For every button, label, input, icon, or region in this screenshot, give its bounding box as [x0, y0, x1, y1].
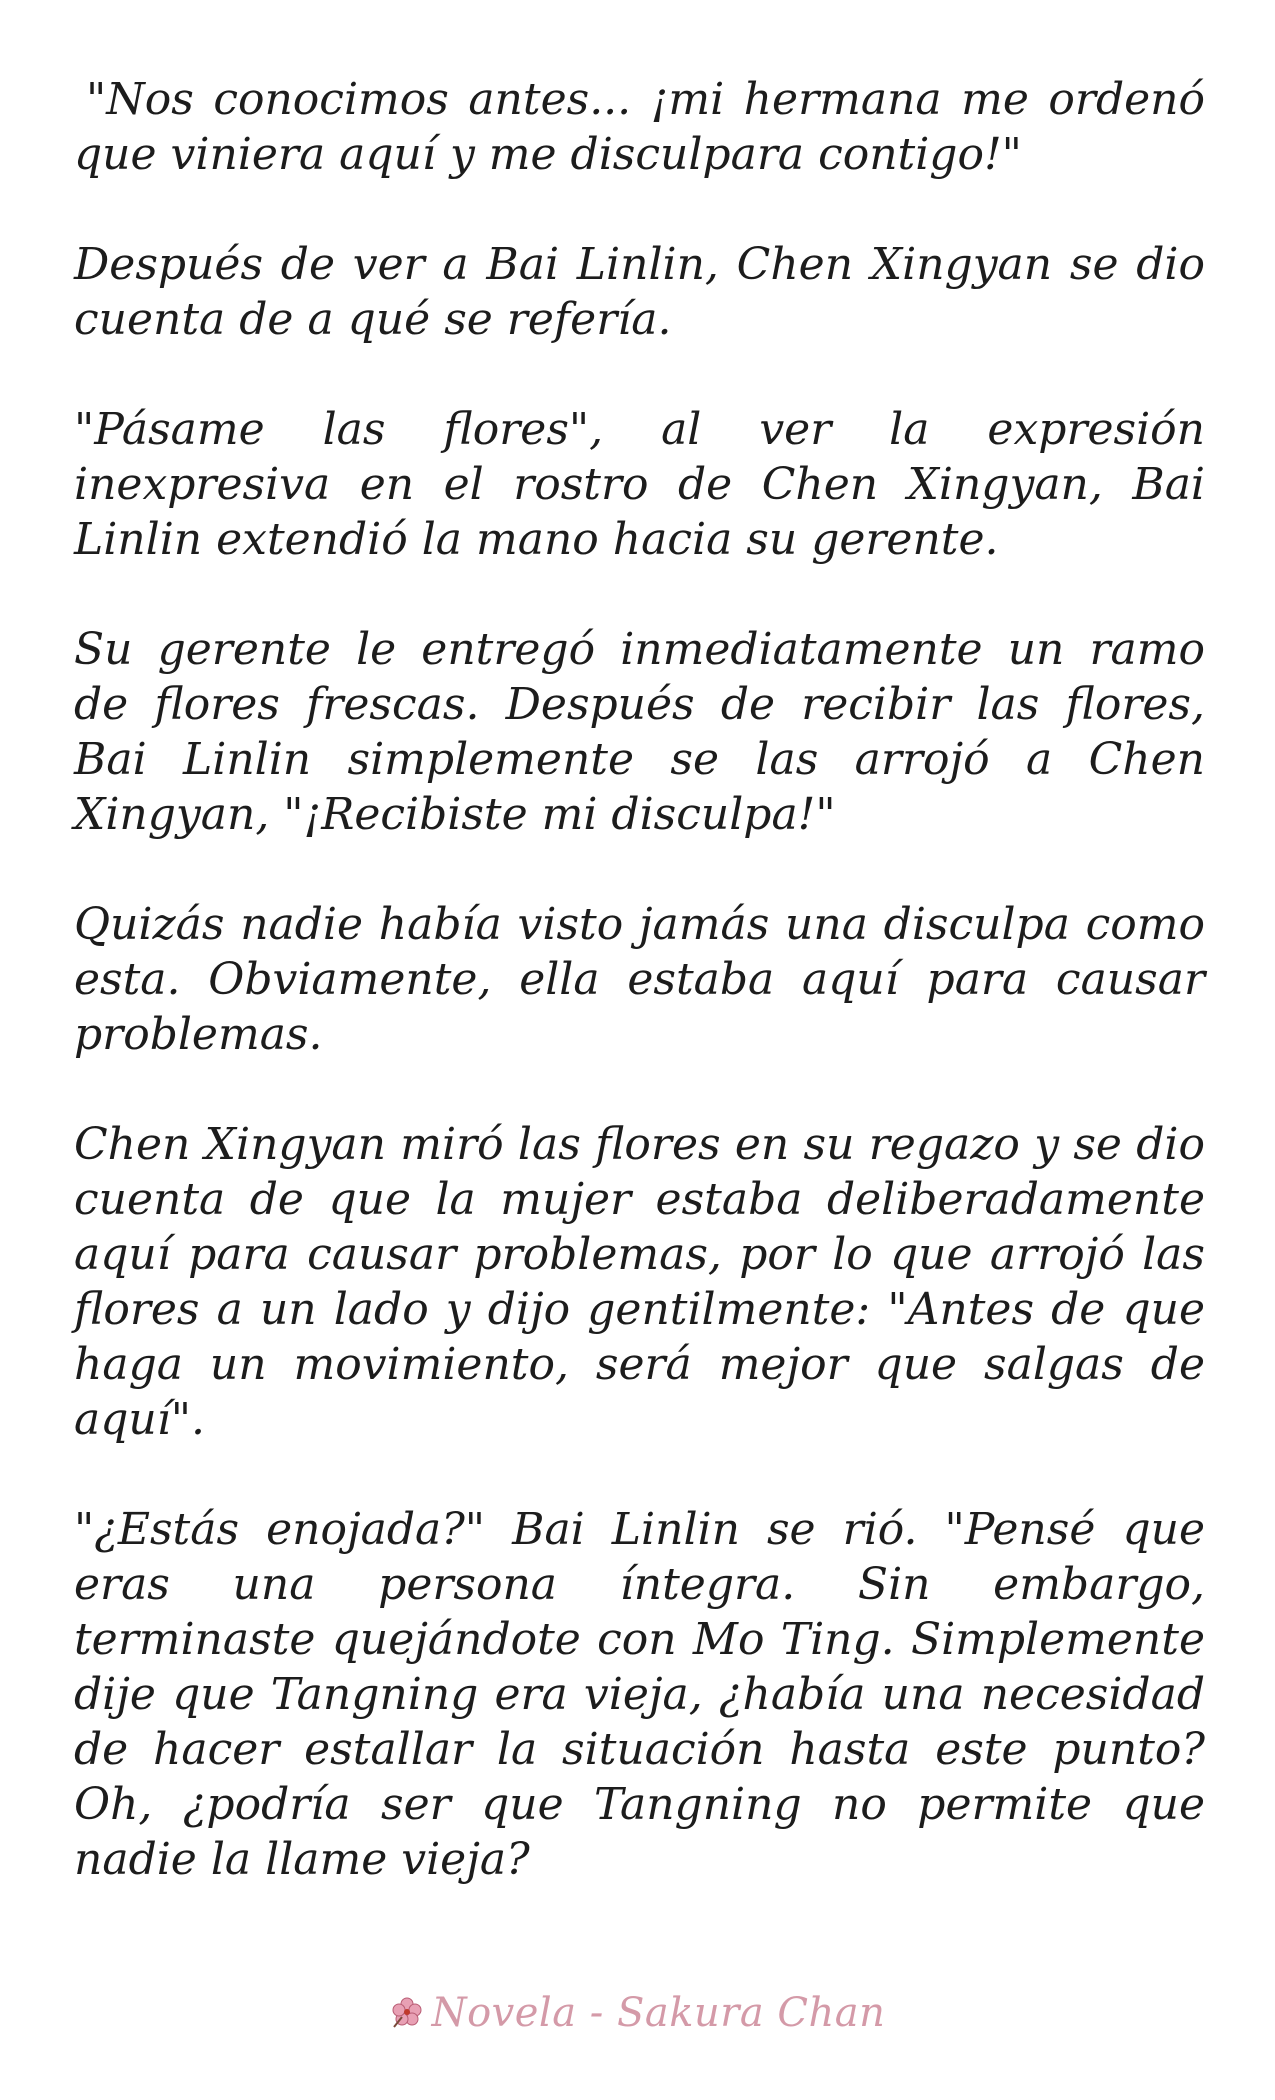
- paragraph-5: Quizás nadie había visto jamás una disculpa como esta. Obviamente, ella estaba aquí para causar problemas.: [74, 899, 1205, 1060]
- paragraph-6: Chen Xingyan miró las flores en su regazo y se dio cuenta de que la mujer estaba deliberadamente aquí para causar problemas, por lo que arrojó las flores a un lado y dijo gentilmente: "Antes de que haga un movimiento, será mejor que salgas de aquí".: [74, 1119, 1205, 1445]
- watermark: [0, 1990, 1275, 2036]
- paragraph-4: Su gerente le entregó inmediatamente un ramo de flores frescas. Después de recibir las flores, Bai Linlin simplemente se las arrojó a Chen Xingyan, "¡Recibiste mi disculpa!": [74, 624, 1205, 840]
- cherry-blossom-icon: [390, 1993, 424, 2027]
- paragraph-7: "¿Estás enojada?" Bai Linlin se rió. "Pensé que eras una persona íntegra. Sin embargo, terminaste quejándote con Mo Ting. Simplemente dije que Tangning era vieja, ¿había una necesidad de hacer estallar la situación hasta este punto? Oh, ¿podría ser que Tangning no permite que nadie la llame vieja?: [74, 1504, 1205, 1885]
- novel-page-text: [74, 72, 1205, 1887]
- paragraph-3: "Pásame las flores", al ver la expresión inexpresiva en el rostro de Chen Xingyan, Bai Linlin extendió la mano hacia su gerente.: [74, 404, 1205, 565]
- watermark-text: Novela - Sakura Chan: [431, 1990, 886, 2036]
- paragraph-1: "Nos conocimos antes... ¡mi hermana me ordenó que viniera aquí y me disculpara contigo!": [74, 74, 1205, 180]
- paragraph-2: Después de ver a Bai Linlin, Chen Xingyan se dio cuenta de a qué se refería.: [74, 239, 1205, 345]
